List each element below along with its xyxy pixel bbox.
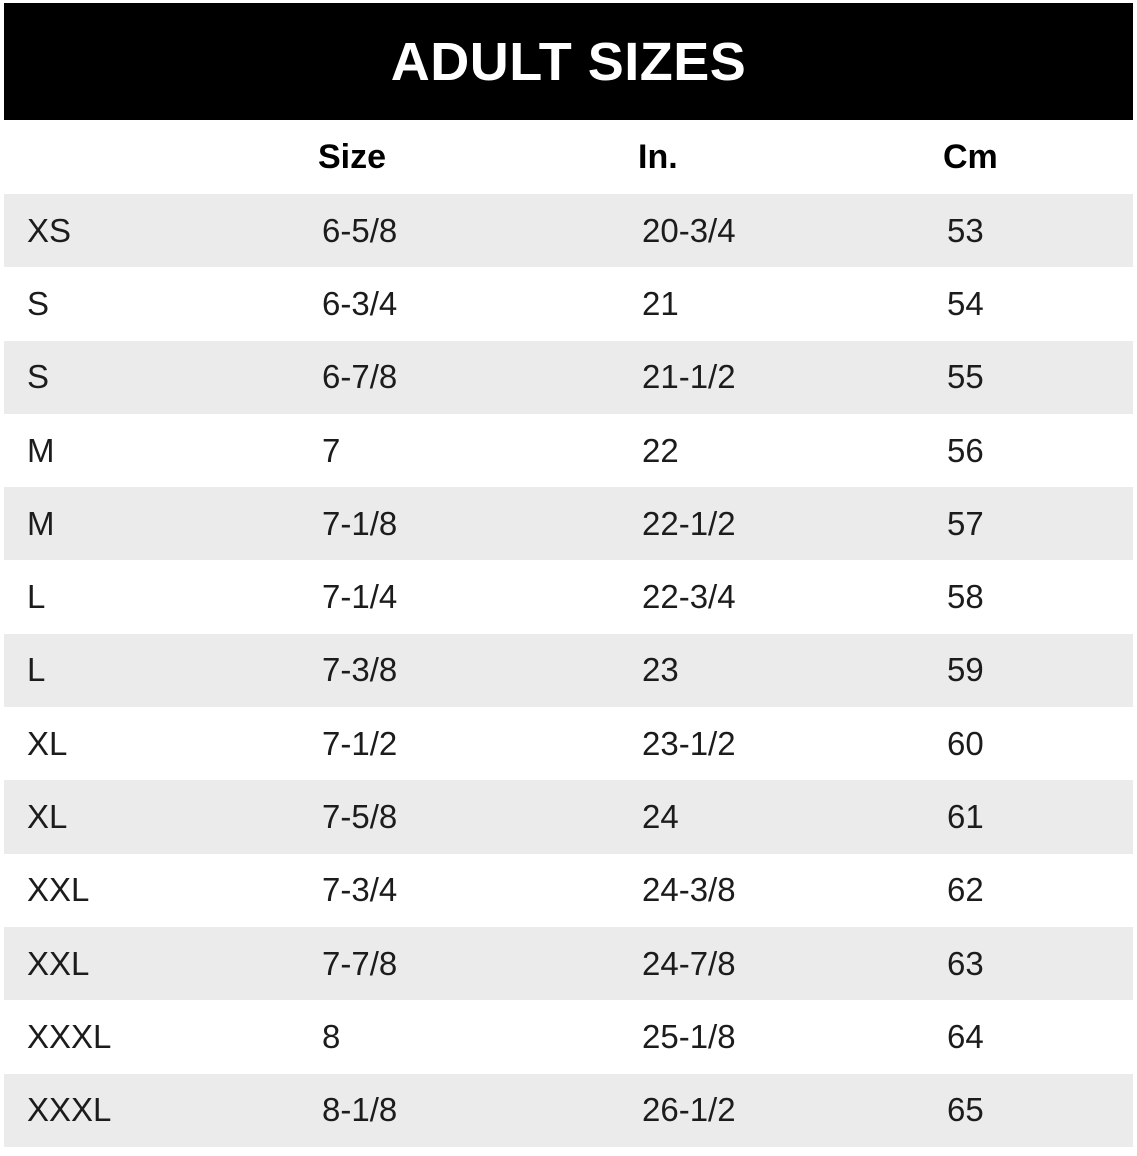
table-row bbox=[4, 487, 1133, 560]
table-row bbox=[4, 194, 1133, 267]
table-row bbox=[4, 267, 1133, 340]
size-value: 8-1/8 bbox=[322, 1091, 398, 1129]
chart-title: ADULT SIZES bbox=[390, 31, 747, 92]
inches-value: 25-1/8 bbox=[642, 1017, 736, 1055]
size-value: 6-5/8 bbox=[322, 211, 398, 249]
inches-value: 22-3/4 bbox=[642, 578, 736, 616]
cm-value: 65 bbox=[947, 1091, 984, 1129]
size-label-value: L bbox=[27, 651, 46, 689]
inches-value: 22-1/2 bbox=[642, 504, 736, 542]
table-row bbox=[4, 1074, 1133, 1147]
inches-value: 26-1/2 bbox=[642, 1091, 736, 1129]
size-value: 6-3/4 bbox=[322, 284, 398, 322]
size-label-value: XL bbox=[27, 798, 68, 836]
size-value: 7-1/4 bbox=[322, 578, 398, 616]
size-value: 7-3/8 bbox=[322, 651, 398, 689]
size-value: 7-1/2 bbox=[322, 724, 398, 762]
size-value: 7-7/8 bbox=[322, 944, 398, 982]
inches-value: 24 bbox=[642, 798, 679, 836]
size-label-value: XXL bbox=[27, 944, 90, 982]
table-row bbox=[4, 927, 1133, 1000]
size-value: 7-5/8 bbox=[322, 798, 398, 836]
inches-value: 21 bbox=[642, 284, 679, 322]
table-row bbox=[4, 1000, 1133, 1073]
inches-value: 23-1/2 bbox=[642, 724, 736, 762]
size-value: 6-7/8 bbox=[322, 358, 398, 396]
inches-value: 24-3/8 bbox=[642, 871, 736, 909]
cm-value: 60 bbox=[947, 724, 984, 762]
table-row bbox=[4, 707, 1133, 780]
cm-value: 62 bbox=[947, 871, 984, 909]
title-banner bbox=[4, 3, 1133, 120]
table-row bbox=[4, 780, 1133, 853]
cm-value: 59 bbox=[947, 651, 984, 689]
cm-value: 53 bbox=[947, 211, 984, 249]
table-row bbox=[4, 854, 1133, 927]
cm-value: 61 bbox=[947, 798, 984, 836]
inches-value: 23 bbox=[642, 651, 679, 689]
inches-value: 22 bbox=[642, 431, 679, 469]
size-label-value: XXXL bbox=[27, 1091, 112, 1129]
cm-value: 56 bbox=[947, 431, 984, 469]
size-label-value: XXXL bbox=[27, 1017, 112, 1055]
column-header-cm: Cm bbox=[943, 137, 998, 176]
table-row bbox=[4, 341, 1133, 414]
size-label-value: L bbox=[27, 578, 46, 616]
table-row bbox=[4, 560, 1133, 633]
inches-value: 21-1/2 bbox=[642, 358, 736, 396]
table-header-row bbox=[0, 120, 1137, 194]
cm-value: 63 bbox=[947, 944, 984, 982]
cm-value: 57 bbox=[947, 504, 984, 542]
inches-value: 24-7/8 bbox=[642, 944, 736, 982]
size-label-value: M bbox=[27, 504, 55, 542]
column-header-size: Size bbox=[318, 137, 387, 176]
table-row bbox=[4, 634, 1133, 707]
size-value: 7-3/4 bbox=[322, 871, 398, 909]
size-label-value: M bbox=[27, 431, 55, 469]
table-row bbox=[4, 414, 1133, 487]
size-value: 7 bbox=[322, 431, 341, 469]
cm-value: 54 bbox=[947, 284, 984, 322]
size-label-value: S bbox=[27, 358, 50, 396]
size-label-value: XXL bbox=[27, 871, 90, 909]
cm-value: 58 bbox=[947, 578, 984, 616]
column-header-inches: In. bbox=[638, 137, 678, 176]
size-label-value: XS bbox=[27, 211, 72, 249]
size-label-value: S bbox=[27, 284, 50, 322]
cm-value: 64 bbox=[947, 1017, 984, 1055]
cm-value: 55 bbox=[947, 358, 984, 396]
inches-value: 20-3/4 bbox=[642, 211, 736, 249]
size-label-value: XL bbox=[27, 724, 68, 762]
size-value: 7-1/8 bbox=[322, 504, 398, 542]
size-value: 8 bbox=[322, 1017, 341, 1055]
table-body bbox=[4, 194, 1133, 1147]
